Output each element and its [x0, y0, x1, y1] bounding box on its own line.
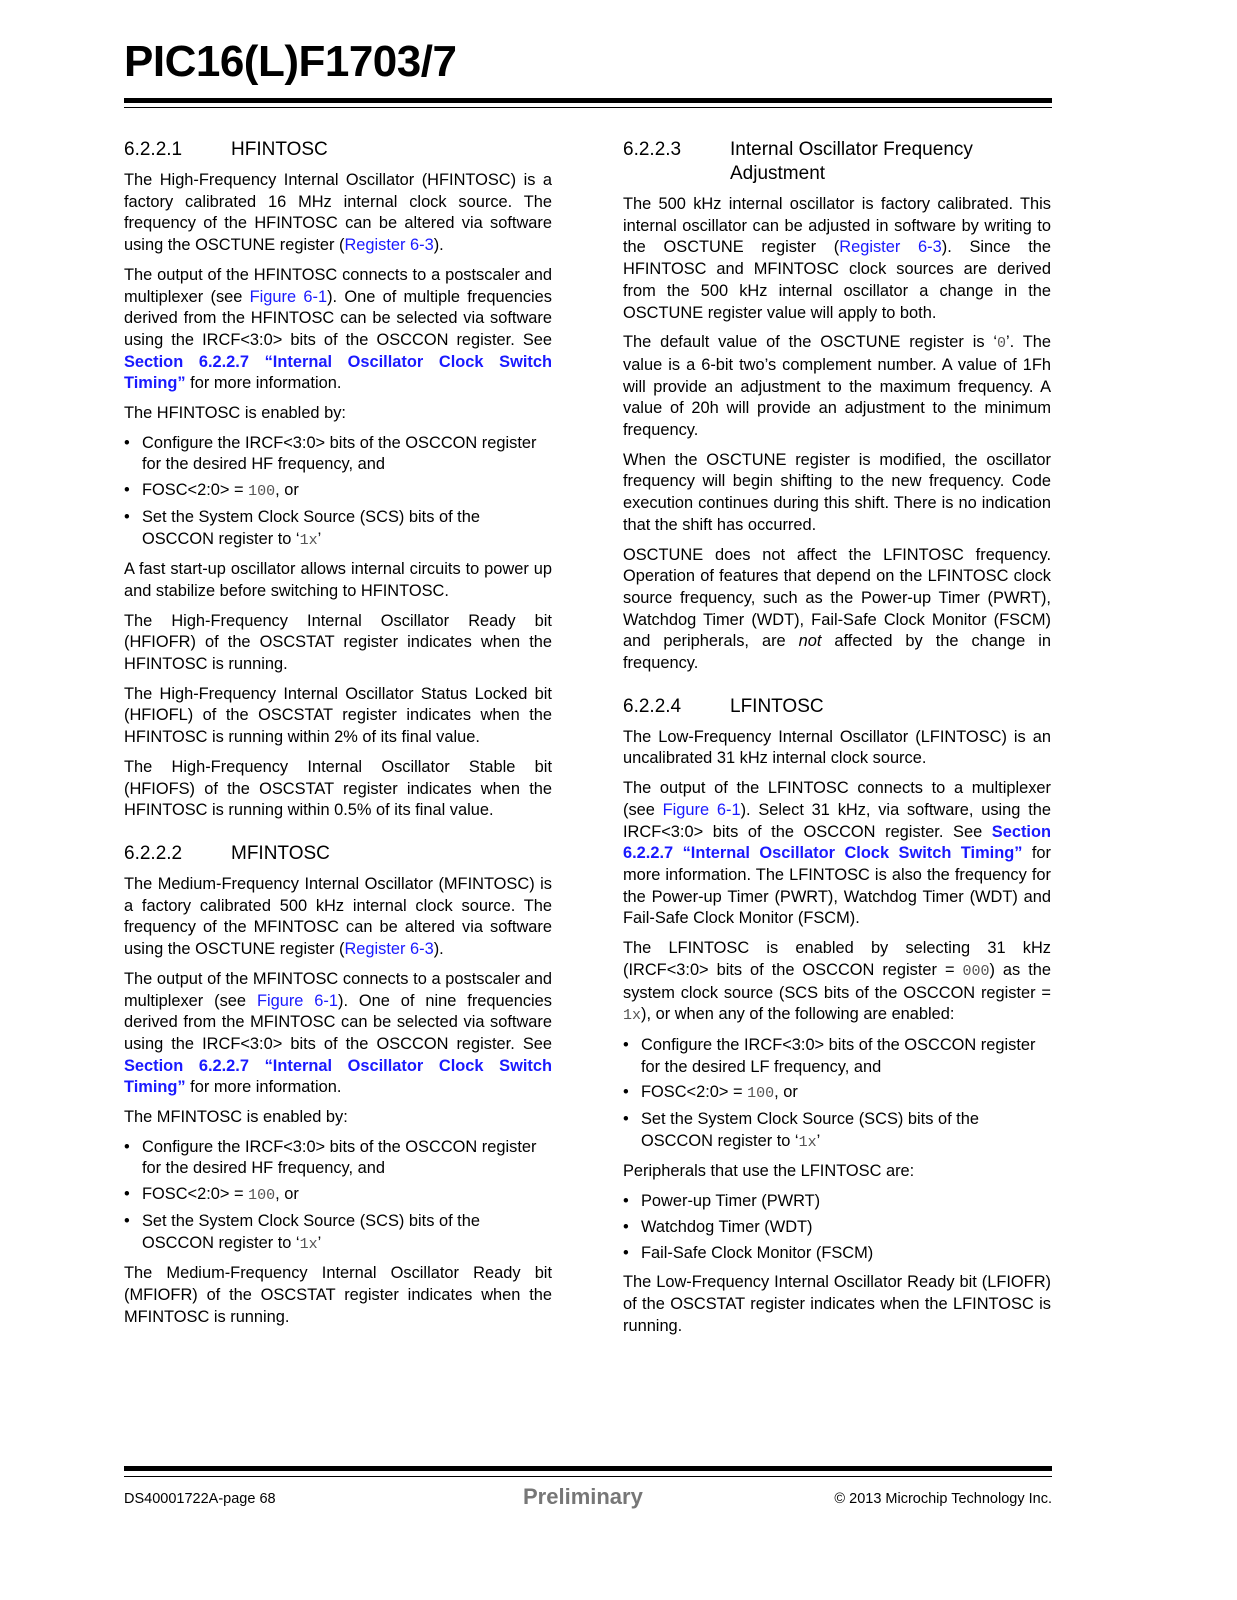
paragraph: The Low-Frequency Internal Oscillator Ready bit (LFIOFR) of the OSCSTAT register indicates when the LFINTOSC is running. [623, 1273, 1051, 1335]
list-item: • Configure the IRCF<3:0> bits of the OSCCON register for the desired HF frequency, and [124, 433, 537, 474]
paragraph: The LFINTOSC is enabled by selecting 31 kHz (IRCF<3:0> bits of the OSCCON register = 000) as the system clock source (SCS bits of the OSCCON register = 1x), or when any of the following are enabled: [623, 939, 1051, 1025]
bullet-list [124, 433, 552, 552]
bullet-icon: • [124, 1185, 130, 1204]
section-number: 6.2.2.1 [124, 139, 183, 160]
list-item: • Set the System Clock Source (SCS) bits of the OSCCON register to ‘1x’ [623, 1110, 979, 1151]
paragraph: The High-Frequency Internal Oscillator Status Locked bit (HFIOFL) of the OSCSTAT register indicates when the HFINTOSC is running within 2% of its final value. [124, 684, 552, 747]
paragraph: The HFINTOSC is enabled by: [124, 404, 346, 423]
paragraph: The default value of the OSCTUNE register is ‘0’. The value is a 6-bit two’s complement number. A value of 1Fh will provide an adjustment to the maximum frequency. A value of 20h will provide an adjustment to the minimum frequency. [623, 333, 1052, 440]
list-item: • FOSC<2:0> = 100, or [623, 1083, 798, 1103]
paragraph: The Low-Frequency Internal Oscillator (LFINTOSC) is an uncalibrated 31 kHz internal clock source. [623, 727, 1051, 768]
paragraph: The Medium-Frequency Internal Oscillator Ready bit (MFIOFR) of the OSCSTAT register indicates when the MFINTOSC is running. [124, 1264, 552, 1326]
paragraph: The 500 kHz internal oscillator is factory calibrated. This internal oscillator can be adjusted in software by writing to the OSCTUNE register (Register 6-3). Since the HFINTOSC and MFINTOSC clock sources are derived from the 500 kHz internal oscillator a change in the OSCTUNE register value will apply to both. [623, 195, 1052, 322]
list-item: • Watchdog Timer (WDT) [623, 1217, 1051, 1239]
paragraph: The output of the LFINTOSC connects to a multiplexer (see Figure 6-1). Select 31 kHz, via software, using the IRCF<3:0> bits of the OSCCON register. See Section 6.2.2.7 “Internal Oscillator Clock Switch Timing” for more information. The LFINTOSC is also the frequency for the Power-up Timer (PWRT), Watchdog Timer (WDT) and Fail-Safe Clock Monitor (FSCM). [623, 779, 1051, 928]
document-number: DS40001722A-page 68 [124, 1491, 276, 1507]
paragraph: When the OSCTUNE register is modified, the oscillator frequency will begin shifting to the new frequency. Code execution continues during this shift. There is no indication that the shift has occurred. [623, 450, 1051, 534]
bullet-icon: • [623, 1110, 629, 1129]
paragraph: A fast start-up oscillator allows internal circuits to power up and stabilize before switching to HFINTOSC. [124, 560, 552, 600]
list-item: • Power-up Timer (PWRT) [623, 1191, 1051, 1213]
bullet-icon: • [124, 1211, 130, 1230]
paragraph: The output of the HFINTOSC connects to a postscaler and multiplexer (see Figure 6-1). One of multiple frequencies derived from the HFINTOSC can be selected via software using the IRCF<3:0> bits of the OSCCON register. See Section 6.2.2.7 “Internal Oscillator Clock Switch Timing” for more information. [124, 265, 552, 393]
section-title: MFINTOSC [231, 842, 330, 864]
paragraph: The High-Frequency Internal Oscillator Ready bit (HFIOFR) of the OSCSTAT register indicates when the HFINTOSC is running. [124, 611, 552, 674]
left-column [124, 138, 552, 1336]
paragraph: OSCTUNE does not affect the LFINTOSC frequency. Operation of features that depend on the LFINTOSC clock source frequency, such as the Power-up Timer (PWRT), Watchdog Timer (WDT), Fail-Safe Clock Monitor (FSCM) and peripherals, are not affected by the change in frequency. [623, 545, 1052, 673]
document-title: PIC16(L)F1703/7 [124, 37, 457, 86]
paragraph: The High-Frequency Internal Oscillator (HFINTOSC) is a factory calibrated 16 MHz internal clock source. The frequency of the HFINTOSC can be altered via software using the OSCTUNE register (Register 6-3). [124, 171, 552, 255]
bullet-icon: • [124, 433, 130, 452]
bullet-icon: • [124, 507, 130, 526]
section-heading-hfintosc [124, 138, 552, 162]
figure-link[interactable]: Figure 6-1 [662, 800, 741, 819]
section-title: HFINTOSC [231, 139, 328, 160]
section-number: 6.2.2.2 [124, 842, 183, 864]
header-rule-thin [124, 107, 1052, 108]
list-item: • Set the System Clock Source (SCS) bits of the OSCCON register to ‘1x’ [124, 1211, 480, 1253]
list-item: • FOSC<2:0> = 100, or [124, 481, 299, 501]
section-link[interactable]: Section 6.2.2.7 “Internal Oscillator Clock Switch Timing” [124, 352, 552, 393]
list-item: • Fail-Safe Clock Monitor (FSCM) [623, 1243, 1051, 1265]
footer-rule-thin [124, 1476, 1052, 1477]
paragraph: The MFINTOSC is enabled by: [124, 1108, 348, 1127]
section-heading-mfintosc [124, 842, 552, 866]
paragraph: The High-Frequency Internal Oscillator Stable bit (HFIOFS) of the OSCSTAT register indicates when the HFINTOSC is running within 0.5% of its final value. [124, 757, 552, 820]
bullet-list [623, 1191, 1051, 1264]
section-title: LFINTOSC [730, 695, 824, 717]
header-rule-thick [124, 98, 1052, 103]
figure-link[interactable]: Figure 6-1 [249, 287, 328, 306]
bullet-icon: • [623, 1192, 629, 1211]
copyright-notice: © 2013 Microchip Technology Inc. [834, 1491, 1052, 1507]
section-link[interactable]: Section 6.2.2.7 “Internal Oscillator Clock Switch Timing” [623, 822, 1051, 863]
section-link[interactable]: Section 6.2.2.7 “Internal Oscillator Clock Switch Timing” [124, 1056, 552, 1097]
bullet-icon: • [623, 1083, 629, 1102]
register-link[interactable]: Register 6-3 [344, 236, 434, 255]
bullet-icon: • [124, 1137, 130, 1156]
section-number: 6.2.2.3 [623, 139, 682, 160]
right-column [623, 138, 1051, 1345]
register-link[interactable]: Register 6-3 [839, 238, 942, 257]
list-item: • Set the System Clock Source (SCS) bits of the OSCCON register to ‘1x’ [124, 507, 480, 549]
preliminary-label: Preliminary [523, 1484, 643, 1509]
paragraph: The Medium-Frequency Internal Oscillator (MFINTOSC) is a factory calibrated 500 kHz internal clock source. The frequency of the MFINTOSC can be altered via software using the OSCTUNE register (Register 6-3). [124, 874, 552, 959]
bullet-icon: • [124, 481, 130, 500]
section-number: 6.2.2.4 [623, 695, 682, 717]
bullet-icon: • [623, 1217, 629, 1236]
list-item: • Configure the IRCF<3:0> bits of the OSCCON register for the desired LF frequency, and [623, 1035, 1036, 1076]
footer-rule-thick [124, 1466, 1052, 1471]
section-heading-frequency-adjustment [623, 138, 1051, 186]
figure-link[interactable]: Figure 6-1 [256, 991, 338, 1010]
register-link[interactable]: Register 6-3 [344, 940, 434, 959]
list-item: • FOSC<2:0> = 100, or [124, 1185, 299, 1205]
bullet-icon: • [623, 1035, 629, 1054]
list-item: • Configure the IRCF<3:0> bits of the OSCCON register for the desired HF frequency, and [124, 1137, 537, 1178]
section-title: Internal Oscillator Frequency Adjustment [730, 139, 973, 184]
bullet-list [623, 1035, 1051, 1154]
bullet-icon: • [623, 1243, 629, 1262]
paragraph: The output of the MFINTOSC connects to a postscaler and multiplexer (see Figure 6-1). One of nine frequencies derived from the MFINTOSC can be selected via software using the IRCF<3:0> bits of the OSCCON register. See Section 6.2.2.7 “Internal Oscillator Clock Switch Timing” for more information. [124, 969, 552, 1097]
paragraph: Peripherals that use the LFINTOSC are: [623, 1162, 915, 1181]
section-heading-lfintosc [623, 695, 1051, 719]
bullet-list [124, 1137, 552, 1256]
